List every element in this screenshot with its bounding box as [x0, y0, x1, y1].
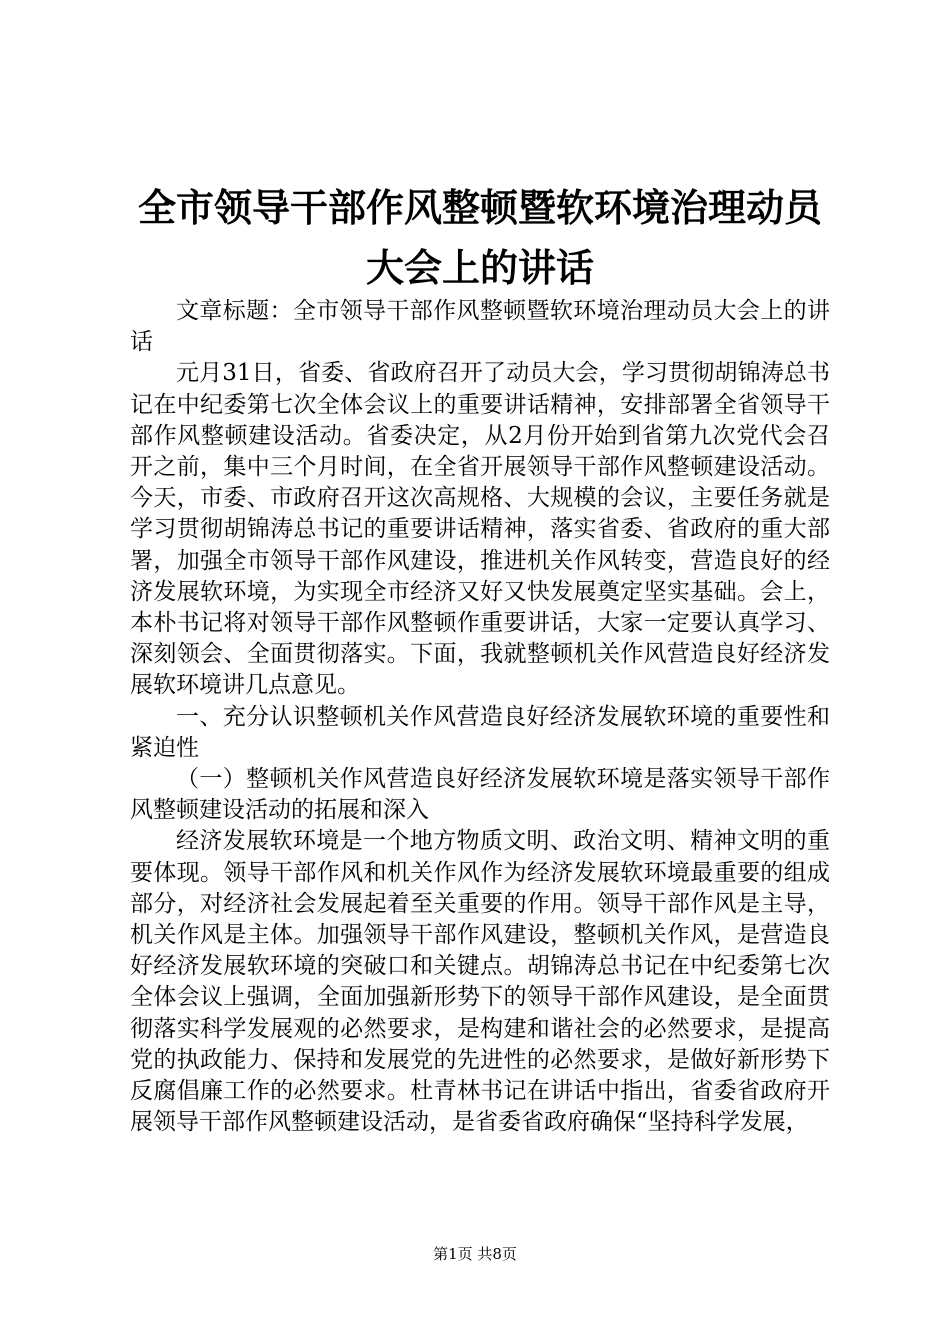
paragraph: 经济发展软环境是一个地方物质文明、政治文明、精神文明的重要体现。领导干部作风和机关作风作为经济发展软环境最重要的组成部分，对经济社会发展起着至关重要的作用。领导干部作风是主导，机关作风是主体。加强领导干部作风建设，整顿机关作风，是营造良好经济发展软环境的突破口和关键点。胡锦涛总书记在中纪委第七次全体会议上强调，全面加强新形势下的领导干部作风建设，是全面贯彻落实科学发展观的必然要求，是构建和谐社会的必然要求，是提高党的执政能力、保持和发展党的先进性的必然要求，是做好新形势下反腐倡廉工作的必然要求。杜青林书记在讲话中指出，省委省政府开展领导干部作风整顿建设活动，是省委省政府确保“坚持科学发展，: [130, 828, 830, 1136]
document-body: [130, 296, 830, 1138]
subsection-heading: （一）整顿机关作风营造良好经济发展软环境是落实领导干部作风整顿建设活动的拓展和深入: [130, 766, 830, 824]
section-heading: 一、充分认识整顿机关作风营造良好经济发展软环境的重要性和紧迫性: [130, 703, 830, 761]
page-footer: 第1页 共8页: [433, 1245, 517, 1263]
document-title: 全市领导干部作风整顿暨软环境治理动员大会上的讲话: [137, 185, 822, 290]
paragraph: 元月31日，省委、省政府召开了动员大会，学习贯彻胡锦涛总书记在中纪委第七次全体会议上的重要讲话精神，安排部署全省领导干部作风整顿建设活动。省委决定，从2月份开始到省第九次党代会召开之前，集中三个月时间，在全省开展领导干部作风整顿建设活动。今天，市委、市政府召开这次高规格、大规模的会议，主要任务就是学习贯彻胡锦涛总书记的重要讲话精神，落实省委、省政府的重大部署，加强全市领导干部作风建设，推进机关作风转变，营造良好的经济发展软环境，为实现全市经济又好又快发展奠定坚实基础。会上，本朴书记将对领导干部作风整顿作重要讲话，大家一定要认真学习、深刻领会、全面贯彻落实。下面，我就整顿机关作风营造良好经济发展软环境讲几点意见。: [130, 360, 830, 699]
paragraph: 文章标题：全市领导干部作风整顿暨软环境治理动员大会上的讲话: [130, 298, 830, 356]
